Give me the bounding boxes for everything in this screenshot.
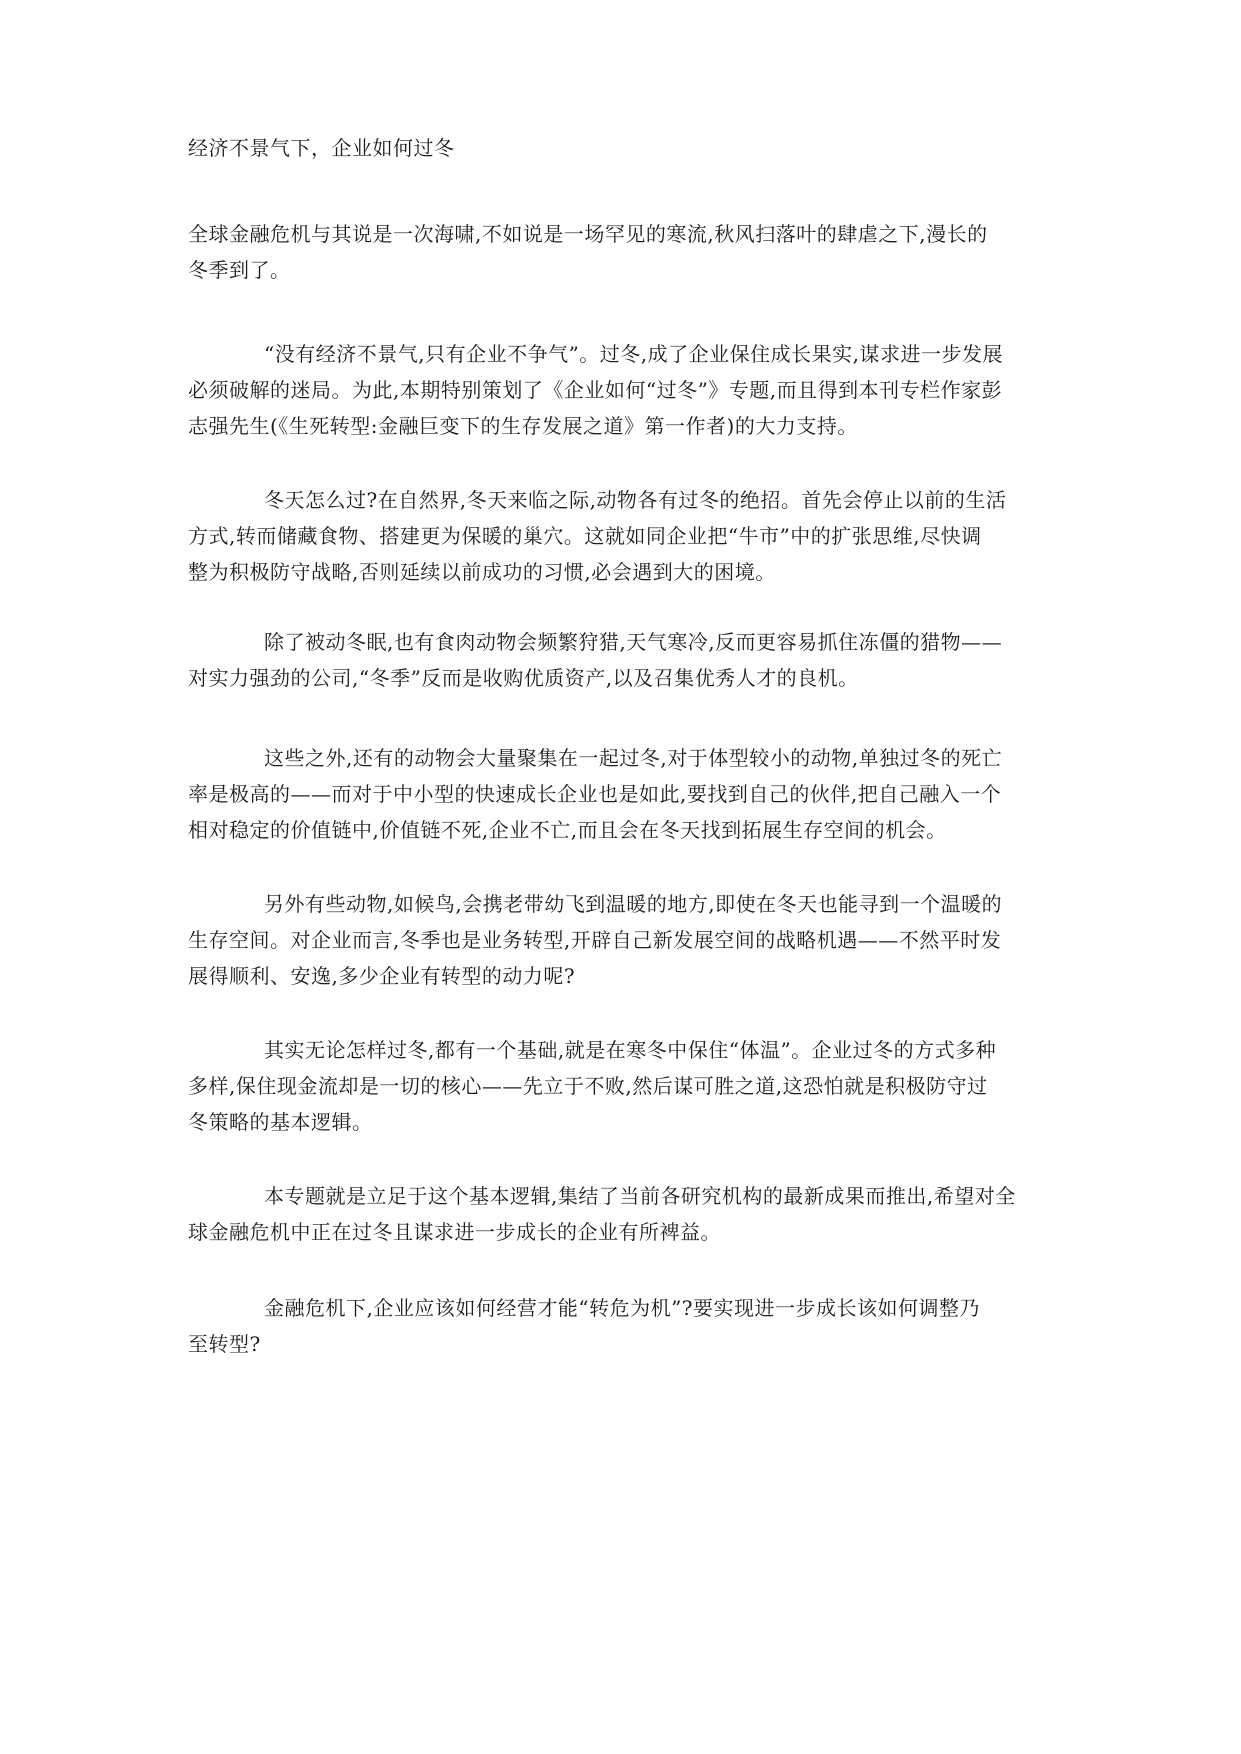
paragraph-line: 展得顺利、安逸,多少企业有转型的动力呢? xyxy=(188,964,576,988)
paragraph-9 xyxy=(188,1290,1068,1362)
document-title xyxy=(188,130,1068,166)
paragraph-1 xyxy=(188,216,1068,288)
paragraph-line: 冬策略的基本逻辑。 xyxy=(188,1110,373,1134)
paragraph-line: 生存空间。对企业而言,冬季也是业务转型,开辟自己新发展空间的战略机遇——不然平时发 xyxy=(188,928,1002,952)
paragraph-line: 除了被动冬眠,也有食肉动物会频繁狩猎,天气寒冷,反而更容易抓住冻僵的猎物—— xyxy=(264,630,1003,654)
paragraph-3 xyxy=(188,482,1068,590)
paragraph-line: 另外有些动物,如候鸟,会携老带幼飞到温暖的地方,即使在冬天也能寻到一个温暖的 xyxy=(264,892,1003,916)
paragraph-line: 整为积极防守战略,否则延续以前成功的习惯,必会遇到大的困境。 xyxy=(188,560,776,584)
title-text: 经济不景气下，企业如何过冬 xyxy=(188,136,455,160)
paragraph-line: 至转型? xyxy=(188,1332,261,1356)
paragraph-7 xyxy=(188,1032,1068,1140)
paragraph-line: “没有经济不景气,只有企业不争气”。过冬,成了企业保住成长果实,谋求进一步发展 xyxy=(264,342,1004,366)
paragraph-line: 冬季到了。 xyxy=(188,258,291,282)
paragraph-line: 率是极高的——而对于中小型的快速成长企业也是如此,要找到自己的伙伴,把自己融入一个 xyxy=(188,782,1002,806)
paragraph-8 xyxy=(188,1178,1068,1250)
paragraph-line: 对实力强劲的公司,“冬季”反而是收购优质资产,以及召集优秀人才的良机。 xyxy=(188,666,859,690)
paragraph-2 xyxy=(188,336,1068,444)
paragraph-line: 冬天怎么过?在自然界,冬天来临之际,动物各有过冬的绝招。首先会停止以前的生活 xyxy=(264,488,1007,512)
paragraph-line: 必须破解的迷局。为此,本期特别策划了《企业如何“过冬”》专题,而且得到本刊专栏作家彭 xyxy=(188,378,1003,402)
paragraph-line: 方式,转而储藏食物、搭建更为保暖的巢穴。这就如同企业把“牛市”中的扩张思维,尽快调 xyxy=(188,524,982,548)
paragraph-line: 球金融危机中正在过冬且谋求进一步成长的企业有所裨益。 xyxy=(188,1220,721,1244)
paragraph-line: 其实无论怎样过冬,都有一个基础,就是在寒冬中保住“体温”。企业过冬的方式多种 xyxy=(264,1038,997,1062)
paragraph-line: 这些之外,还有的动物会大量聚集在一起过冬,对于体型较小的动物,单独过冬的死亡 xyxy=(264,746,1003,770)
paragraph-line: 金融危机下,企业应该如何经营才能“转危为机”?要实现进一步成长该如何调整乃 xyxy=(264,1296,981,1320)
paragraph-5 xyxy=(188,740,1068,848)
paragraph-line: 志强先生(《生死转型:金融巨变下的生存发展之道》第一作者)的大力支持。 xyxy=(188,414,858,438)
paragraph-line: 多样,保住现金流却是一切的核心——先立于不败,然后谋可胜之道,这恐怕就是积极防守过 xyxy=(188,1074,988,1098)
paragraph-line: 全球金融危机与其说是一次海啸,不如说是一场罕见的寒流,秋风扫落叶的肆虐之下,漫长的 xyxy=(188,222,988,246)
paragraph-line: 相对稳定的价值链中,价值链不死,企业不亡,而且会在冬天找到拓展生存空间的机会。 xyxy=(188,818,947,842)
paragraph-6 xyxy=(188,886,1068,994)
paragraph-4 xyxy=(188,624,1068,696)
paragraph-line: 本专题就是立足于这个基本逻辑,集结了当前各研究机构的最新成果而推出,希望对全 xyxy=(264,1184,1016,1208)
